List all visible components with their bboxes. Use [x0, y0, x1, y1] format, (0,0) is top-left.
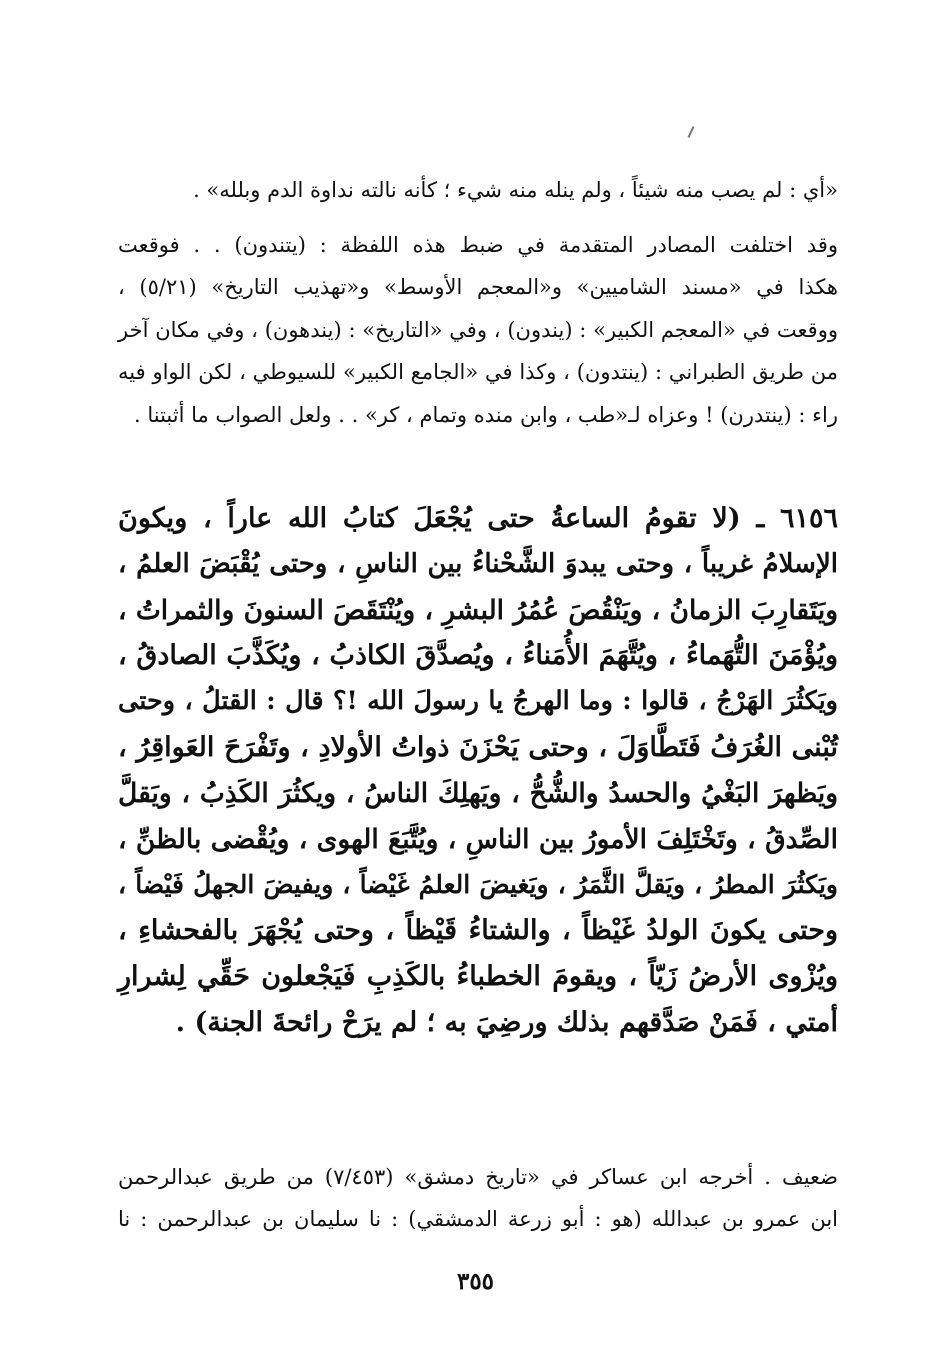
hadith-line: الصِّدقُ ، وتَخْتَلِفَ الأمورُ بين الناسِ ، ويُتَّبَعَ الهوى ، ويُقْضى بالظنِّ ، — [118, 823, 838, 855]
footnote-continuation — [118, 168, 838, 212]
hadith-line: ويَتَقارِبَ الزمانُ ، ويَنْقُصَ عُمُرُ البشرِ ، ويُنْتَقَصَ السنونَ والثمراتُ ، — [118, 594, 838, 626]
hadith-grading — [118, 1156, 838, 1240]
hadith-line: وحتى يكونَ الولدُ غَيْظاً ، والشتاءُ قَيْظاً ، وحتى يُجْهَرَ بالفحشاءِ ، — [118, 915, 838, 947]
hadith-line: الإسلامُ غريباً ، وحتى يبدوَ الشَّحْناءُ بين الناسِ ، وحتى يُقْبَضَ العلمُ ، — [118, 548, 838, 579]
hadith-line: ويُؤْمَنَ التُّهَماءُ ، ويُتَّهَمَ الأُمَناءُ ، ويُصدَّقَ الكاذبُ ، ويُكَذَّبَ الصادقُ ، — [118, 640, 838, 672]
text-line: راء : (ينتدرن) ! وعزاه لـ«طب ، وابن منده وتمام ، كر» . . ولعل الصواب ما أثبتنا . — [133, 402, 838, 427]
hadith-line: أمتي ، فَمَنْ صَدَّقهم بذلك ورضِيَ به ؛ لم يرَحْ رائحةَ الجنة) . — [175, 1006, 838, 1038]
hadith-line: ويَكثُرَ الهَرْجُ ، قالوا : وما الهرجُ يا رسولَ الله !؟ قال : القتلُ ، وحتى — [118, 686, 838, 717]
text-line: ووقعت في «المعجم الكبير» : (يندون) ، وفي «التاريخ» : (يندهون) ، وفي مكان آخر — [118, 317, 838, 342]
text-line: ابن عمرو بن عبدالله (هو : أبو زرعة الدمشقي) : نا سليمان بن عبدالرحمن : نا — [118, 1207, 838, 1231]
page-number: ٣٥٥ — [456, 1268, 495, 1295]
text-line: وقد اختلفت المصادر المتقدمة في ضبط هذه اللفظة : (يتندون) . . فوقعت — [118, 233, 838, 257]
text-line: هكذا في «مسند الشاميين» و«المعجم الأوسط» و«تهذيب التاريخ» (٥/٢١) ، — [118, 275, 838, 300]
hadith-line: ويُزْوى الأرضُ زَيّاً ، ويقومَ الخطباءُ بالكَذِبِ فَيَجْعلون حَقِّي لِشرارِ — [118, 960, 838, 992]
hadith-line: ويَكثُرَ المطرُ ، ويَقلَّ الثَّمَرُ ، ويَغيضَ العلمُ غَيْضاً ، ويفيضَ الجهلُ فَيْضاً ، — [118, 870, 838, 900]
text-line: من طريق الطبراني : (ينتدون) ، وكذا في «الجامع الكبير» للسيوطي ، لكن الواو فيه — [118, 360, 838, 385]
hadith-line: ويَظهرَ البَغْيُ والحسدُ والشُّحُّ ، ويَهلِكَ الناسُ ، ويكثُرَ الكَذِبُ ، ويَقلَّ — [118, 777, 838, 809]
hadith-text — [118, 496, 838, 1046]
text-line: ضعيف . أخرجه ابن عساكر في «تاريخ دمشق» (٧/٤٥٣) من طريق عبدالرحمن — [118, 1165, 838, 1189]
footnote-variant-readings — [118, 224, 838, 436]
hadith-line: تُبْنى الغُرَفُ فَتَطَّاوَلَ ، وحتى يَحْزَنَ ذواتُ الأولادِ ، وتَفْرَحَ العَواقِرُ ، — [118, 731, 838, 763]
text-line: «أي : لم يصب منه شيئاً ، ولم ينله منه شيء ؛ كأنه نالته نداوة الدم وبلله» . — [193, 178, 838, 202]
stray-pen-mark — [688, 126, 695, 138]
hadith-line: ٦١٥٦ ـ (لا تقومُ الساعةُ حتى يُجْعَلَ كتابُ الله عاراً ، ويكونَ — [118, 503, 838, 534]
